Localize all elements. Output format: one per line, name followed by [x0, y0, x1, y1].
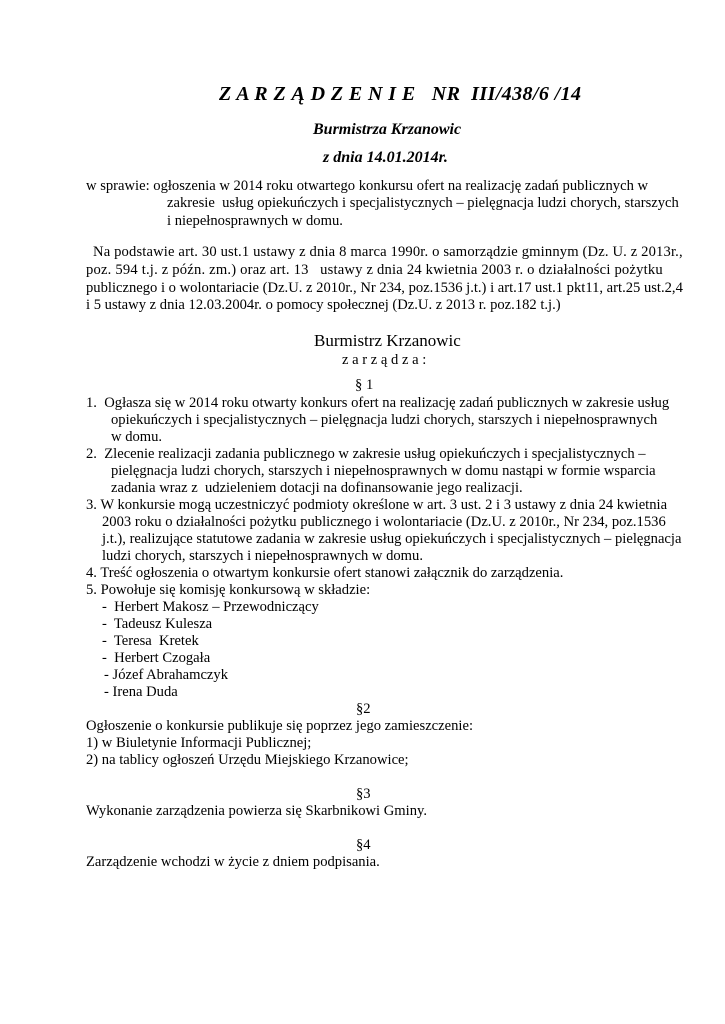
section-2-heading: §2 — [356, 701, 371, 717]
document-title: Z A R Z Ą D Z E N I E NR III/438/6 /14 — [219, 83, 582, 105]
legal-basis-line: i 5 ustawy z dnia 12.03.2004r. o pomocy społecznej (Dz.U. z 2013 r. poz.182 t.j.) — [86, 297, 561, 313]
committee-member: - Irena Duda — [104, 684, 178, 700]
legal-basis-line: publicznego i o wolontariacie (Dz.U. z 2010r., Nr 234, poz.1536 j.t.) i art.17 ust.1 pkt11, art.25 ust.2,4 — [86, 280, 683, 296]
section-1-line: 3. W konkursie mogą uczestniczyć podmioty określone w art. 3 ust. 2 i 3 ustawy z dnia 24 kwietnia — [86, 497, 668, 513]
section-1-heading: § 1 — [355, 377, 374, 393]
section-1-line: pielęgnacja ludzi chorych, starszych i niepełnosprawnych w domu nastąpi w formie wsparcia — [111, 463, 656, 479]
section-1-line: j.t.), realizujące statutowe zadania w zakresie usług opiekuńczych i specjalistycznych – pielęgnacja — [102, 531, 682, 547]
section-1-line: 1. Ogłasza się w 2014 roku otwarty konkurs ofert na realizację zadań publicznych w zakresie usług — [86, 395, 670, 411]
committee-member: - Teresa Kretek — [102, 633, 199, 649]
section-2-line: Ogłoszenie o konkursie publikuje się poprzez jego zamieszczenie: — [86, 718, 473, 734]
section-1-line: 5. Powołuje się komisję konkursową w składzie: — [86, 582, 371, 598]
section-1-line: 4. Treść ogłoszenia o otwartym konkursie ofert stanowi załącznik do zarządzenia. — [86, 565, 564, 581]
section-4-text: Zarządzenie wchodzi w życie z dniem podpisania. — [86, 854, 380, 870]
issuer-heading: Burmistrza Krzanowic — [313, 121, 462, 138]
section-1-line: ludzi chorych, starszych i niepełnosprawnych w domu. — [102, 548, 423, 564]
document-date: z dnia 14.01.2014r. — [323, 149, 448, 166]
section-2-line: 2) na tablicy ogłoszeń Urzędu Miejskiego Krzanowice; — [86, 752, 409, 768]
committee-member: - Tadeusz Kulesza — [102, 616, 213, 632]
orders-heading: z a r z ą d z a : — [342, 352, 427, 368]
subject-line: i niepełnosprawnych w domu. — [167, 213, 343, 229]
subject-line: zakresie usług opiekuńczych i specjalistycznych – pielęgnacja ludzi chorych, starszych — [167, 195, 679, 211]
committee-member: - Herbert Makosz – Przewodniczący — [102, 599, 319, 615]
legal-basis-line: Na podstawie art. 30 ust.1 ustawy z dnia 8 marca 1990r. o samorządzie gminnym (Dz. U. z 2013r., — [93, 244, 683, 260]
committee-member: - Józef Abrahamczyk — [104, 667, 228, 683]
section-1-line: zadania wraz z udzieleniem dotacji na dofinansowanie jego realizacji. — [111, 480, 523, 496]
section-1-line: w domu. — [111, 429, 163, 445]
legal-basis-line: poz. 594 t.j. z późn. zm.) oraz art. 13 ustawy z dnia 24 kwietnia 2003 r. o działalności pożytku — [86, 262, 663, 278]
section-1-line: 2003 roku o działalności pożytku publicznego i wolontariacie (Dz.U. z 2010r., Nr 234, poz.1536 — [102, 514, 666, 530]
section-3-text: Wykonanie zarządzenia powierza się Skarbnikowi Gminy. — [86, 803, 427, 819]
committee-member: - Herbert Czogała — [102, 650, 211, 666]
authority-heading: Burmistrz Krzanowic — [314, 331, 461, 350]
section-3-heading: §3 — [356, 786, 371, 802]
subject-line: w sprawie: ogłoszenia w 2014 roku otwartego konkursu ofert na realizację zadań publicznych w — [86, 178, 649, 194]
section-1-line: opiekuńczych i specjalistycznych – pielęgnacja ludzi chorych, starszych i niepełnosprawnych — [111, 412, 658, 428]
section-4-heading: §4 — [356, 837, 371, 853]
section-2-line: 1) w Biuletynie Informacji Publicznej; — [86, 735, 312, 751]
section-1-line: 2. Zlecenie realizacji zadania publicznego w zakresie usług opiekuńczych i specjalistycznych – — [86, 446, 646, 462]
